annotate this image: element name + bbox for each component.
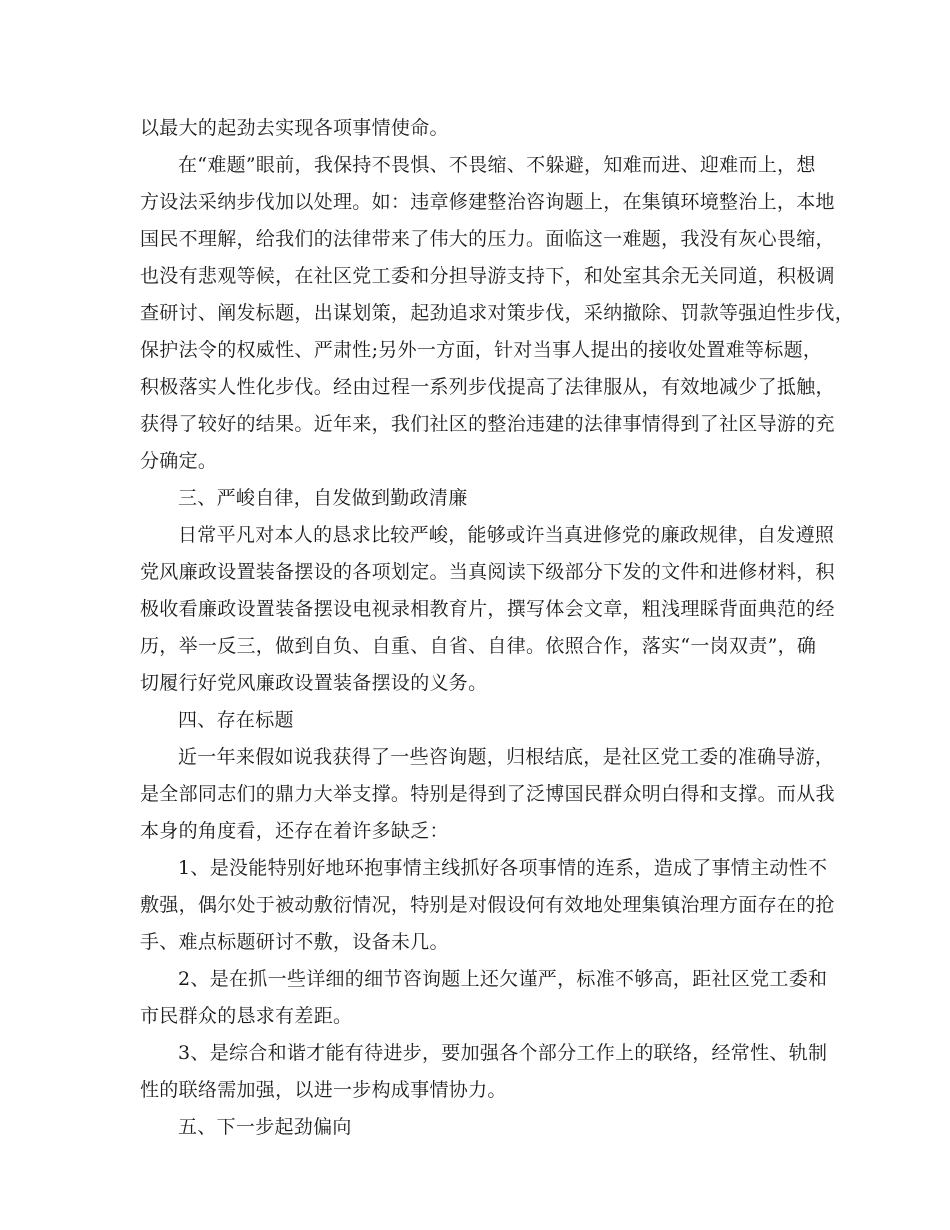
text-line: 党风廉政设置装备摆设的各项划定。当真阅读下级部分下发的文件和进修材料，积: [140, 561, 835, 583]
text-line: 查研讨、阐发标题，出谋划策，起劲追求对策步伐，采纳撤除、罚款等强迫性步伐，: [140, 302, 855, 324]
text-line: 也没有悲观等候，在社区党工委和分担导游支持下，和处室其余无关同道，积极调: [140, 265, 835, 287]
list-item: 1、是没能特别好地环抱事情主线抓好各项事情的连系，造成了事情主动性不: [178, 857, 828, 879]
text-line: 市民群众的恳求有差距。: [140, 1005, 353, 1027]
list-item: 2、是在抓一些详细的细节咨询题上还欠谨严，标准不够高，距社区党工委和: [178, 968, 828, 990]
text-line: 保护法令的权威性、严肃性;另外一方面，针对当事人提出的接收处置难等标题，: [140, 339, 823, 361]
text-line: 日常平凡对本人的恳求比较严峻，能够或许当真进修党的廉政规律，自发遵照: [178, 524, 835, 546]
text-line: 在“难题”眼前，我保持不畏惧、不畏缩、不躲避，知难而进、迎难而上，想: [178, 154, 816, 176]
text-line: 切履行好党风廉政设置装备摆设的义务。: [140, 672, 488, 694]
text-line: 极收看廉政设置装备摆设电视录相教育片，撰写体会文章，粗浅理睬背面典范的经: [140, 598, 835, 620]
text-line: 敷强，偶尔处于被动敷衍情况，特别是对假设何有效地处理集镇治理方面存在的抢: [140, 894, 835, 916]
text-line: 方设法采纳步伐加以处理。如：违章修建整治咨询题上，在集镇环境整治上，本地: [140, 191, 835, 213]
text-line: 获得了较好的结果。近年来，我们社区的整治违建的法律事情得到了社区导游的充: [140, 413, 835, 435]
text-line: 是全部同志们的鼎力大举支撑。特别是得到了泛博国民群众明白得和支撑。而从我: [140, 783, 835, 805]
section-heading: 三、严峻自律，自发做到勤政清廉: [178, 487, 468, 509]
text-line: 国民不理解，给我们的法律带来了伟大的压力。面临这一难题，我没有灰心畏缩，: [140, 228, 835, 250]
text-line: 性的联络需加强，以进一步构成事情协力。: [140, 1079, 507, 1101]
text-line: 分确定。: [140, 450, 218, 472]
text-line: 本身的角度看，还存在着许多缺乏：: [140, 820, 449, 842]
text-line: 积极落实人性化步伐。经由过程一系列步伐提高了法律服从，有效地减少了抵触，: [140, 376, 835, 398]
text-line: 近一年来假如说我获得了一些咨询题，归根结底，是社区党工委的准确导游，: [178, 746, 835, 768]
text-line: 手、难点标题研讨不敷，设备未几。: [140, 931, 449, 953]
text-line: 以最大的起劲去实现各项事情使命。: [140, 117, 449, 139]
text-line: 历，举一反三，做到自负、自重、自省、自律。依照合作，落实“一岗双责”，确: [140, 635, 817, 657]
section-heading: 五、下一步起劲偏向: [178, 1116, 352, 1138]
section-heading: 四、存在标题: [178, 709, 294, 731]
list-item: 3、是综合和谐才能有待进步，要加强各个部分工作上的联络，经常性、轨制: [178, 1042, 828, 1064]
